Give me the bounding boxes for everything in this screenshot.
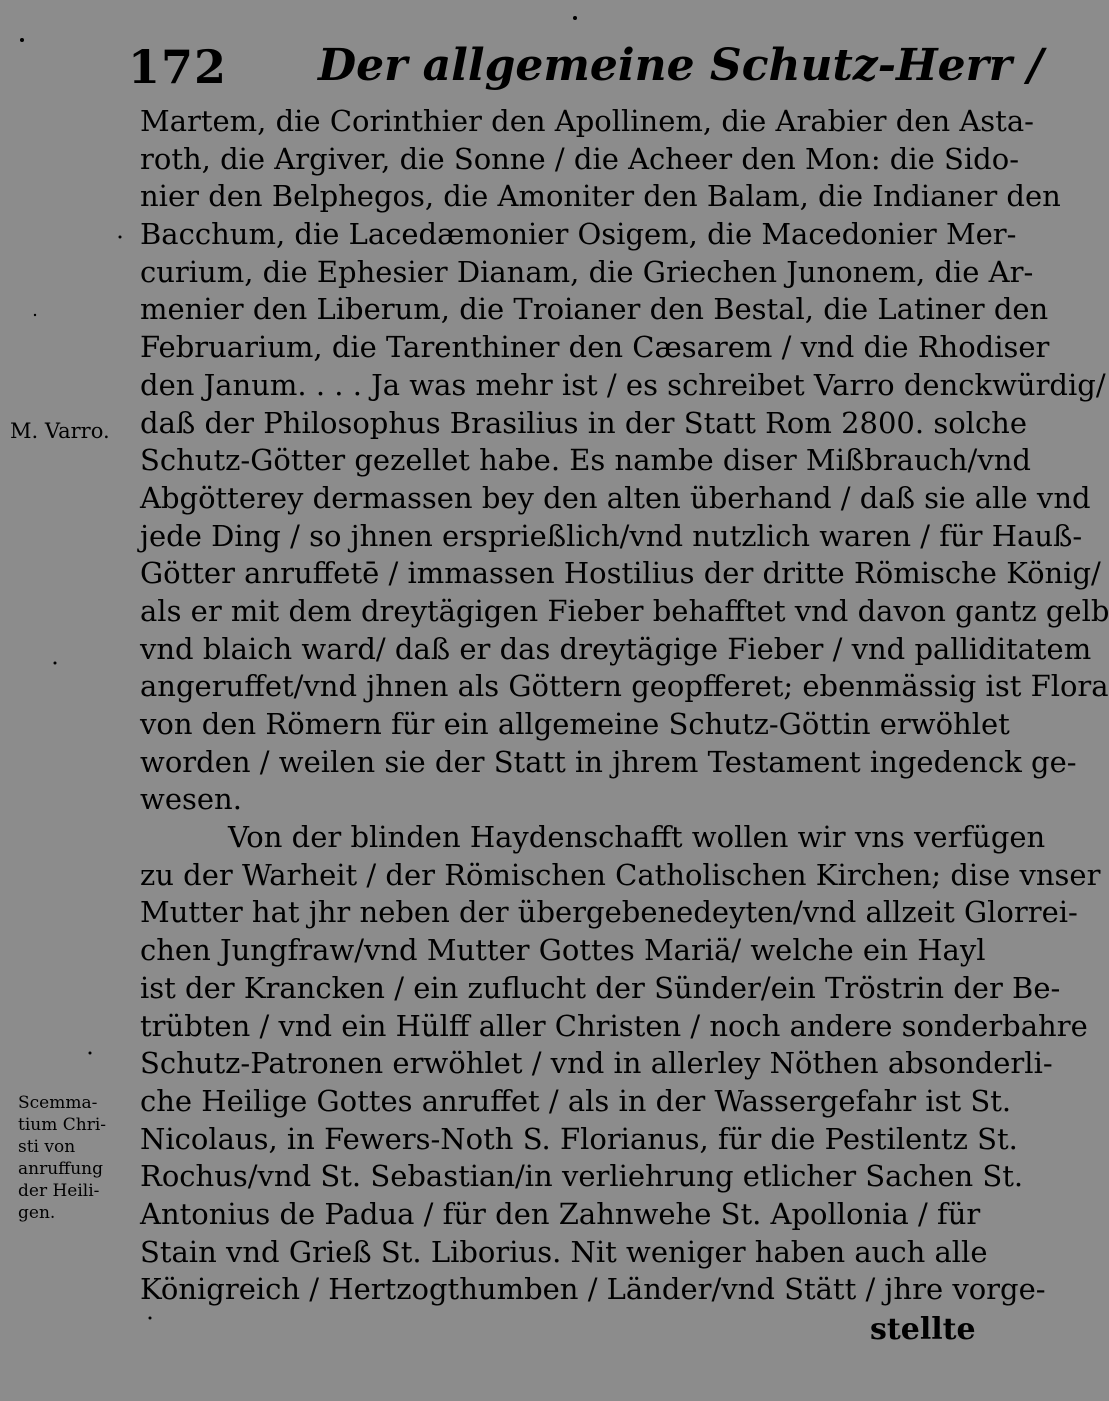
text-line: Schutz-Patronen erwöhlet / vnd in allerley Nöthen absonderli- [140,1046,1053,1081]
margin-note-line: anruffung [18,1159,104,1179]
text-line: Schutz-Götter gezellet habe. Es nambe diser Mißbrauch/vnd [140,443,1031,478]
text-line: Rochus/vnd St. Sebastian/in verliehrung etlicher Sachen St. [140,1159,1024,1194]
text-line: menier den Liberum, die Troianer den Bestal, die Latiner den [140,292,1049,327]
text-line: trübten / vnd ein Hülff aller Christen / noch andere sonderbahre [140,1008,1088,1043]
text-line: vnd blaich ward/ daß er das dreytägige Fieber / vnd palliditatem [140,631,1092,666]
text-line: zu der Warheit / der Römischen Catholischen Kirchen; dise vnser [140,857,1101,892]
text-line: Mutter hat jhr neben der übergebenedeyten/vnd allzeit Glorrei- [140,895,1078,930]
text-line: jede Ding / so jhnen ersprießlich/vnd nutzlich waren / für Hauß- [140,518,1083,553]
text-line: Februarium, die Tarenthiner den Cæsarem / vnd die Rhodiser [140,330,1050,365]
text-line: von den Römern für ein allgemeine Schutz-Göttin erwöhlet [140,707,1010,741]
text-line: Von der blinden Haydenschafft wollen wir vns verfügen [228,820,1046,855]
margin-note-varro: M. Varro. [10,419,110,443]
catchword: stellte [870,1312,976,1347]
text-line: curium, die Ephesier Dianam, die Griechen Junonem, die Ar- [140,254,1034,289]
margin-note-line: tium Chri- [18,1115,107,1135]
margin-note-line: gen. [18,1203,56,1223]
text-line: angeruffet/vnd jhnen als Göttern geopfferet; ebenmässig ist Flora [140,669,1109,704]
text-line: Antonius de Padua / für den Zahnwehe St. Apollonia / für [140,1196,981,1231]
margin-note-line: sti von [18,1137,76,1157]
text-line: worden / weilen sie der Statt in jhrem Testament ingedenck ge- [140,744,1077,779]
text-line: Bacchum, die Lacedæmonier Osigem, die Macedonier Mer- [140,217,1017,252]
page-header [128,40,1044,110]
text-line: daß der Philosophus Brasilius in der Statt Rom 2800. solche [140,405,1028,440]
text-line: Königreich / Hertzogthumben / Länder/vnd Stätt / jhre vorge- [140,1272,1046,1307]
text-line: wesen. [140,782,242,817]
text-line: roth, die Argiver, die Sonne / die Acheer den Mon: die Sido- [140,141,1019,176]
margin-note-invocation [18,1092,138,1224]
margin-note-line: der Heili- [18,1181,100,1201]
text-line: Abgötterey dermassen bey den alten überhand / daß sie alle vnd [140,480,1091,515]
text-line: Götter anruffetē / immassen Hostilius der dritte Römische König/ [140,556,1101,591]
running-head: Der allgemeine Schutz-Herr / [318,40,1044,91]
main-text-block [140,103,1109,1309]
text-line: den Janum. . . . Ja was mehr ist / es schreibet Varro denckwürdig/ [140,367,1106,402]
margin-note-line: Scemma- [18,1093,98,1113]
text-line: Stain vnd Grieß St. Liborius. Nit weniger haben auch alle [140,1234,988,1269]
text-line: ist der Krancken / ein zuflucht der Sünder/ein Tröstrin der Be- [140,970,1061,1005]
page-number: 172 [128,40,228,94]
text-line: nier den Belphegos, die Amoniter den Balam, die Indianer den [140,179,1061,214]
text-line: Nicolaus, in Fewers-Noth S. Florianus, für die Pestilentz St. [140,1121,1018,1156]
text-line: che Heilige Gottes anruffet / als in der Wassergefahr ist St. [140,1083,1012,1118]
text-line: Martem, die Corinthier den Apollinem, die Arabier den Asta- [140,104,1034,138]
text-line: chen Jungfraw/vnd Mutter Gottes Mariä/ welche ein Hayl [140,933,986,968]
text-line: als er mit dem dreytägigen Fieber behafftet vnd davon gantz gelb [140,593,1109,628]
